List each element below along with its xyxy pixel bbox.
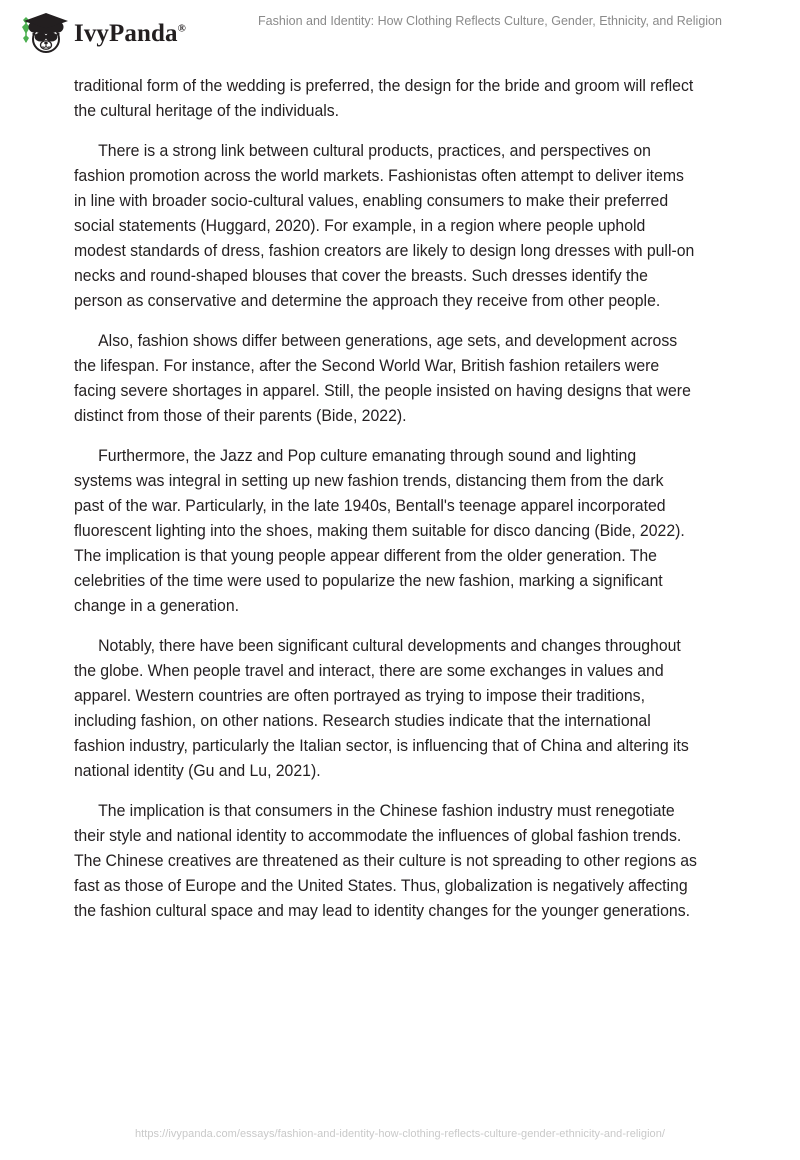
ivypanda-wordmark [74,21,186,46]
paragraph: The implication is that consumers in the Chinese fashion industry must renegotiate their style and national identity to accommodate the influences of global fashion trends. The Chinese creatives are threatened as their culture is not spreading to other regions as fast as those of Europe and the United States. Thus, globalization is negatively affecting the fashion cultural space and may lead to identity changes for the younger generations. [74,802,697,920]
page-header [0,0,800,62]
paragraph: traditional form of the wedding is preferred, the design for the bride and groom will reflect the cultural heritage of the individuals. [74,77,694,120]
panda-graduate-icon [16,10,68,56]
page-footer [0,1124,800,1142]
document-title: Fashion and Identity: How Clothing Reflects Culture, Gender, Ethnicity, and Religion [258,14,722,28]
paragraph: Also, fashion shows differ between generations, age sets, and development across the lifespan. For instance, after the Second World War, British fashion retailers were facing severe shortages in apparel. Still, the people insisted on having designs that were distinct from those of their parents (Bide, 2022). [74,332,691,425]
paragraph: There is a strong link between cultural products, practices, and perspectives on fashion promotion across the world markets. Fashionistas often attempt to deliver items in line with broader socio-cultural values, enabling consumers to make their preferred social statements (Huggard, 2020). For example, in a region where people uphold modest standards of dress, fashion creators are likely to design long dresses with pull-on necks and round-shaped blouses that cover the breasts. Such dresses identify the person as conservative and determine the approach they receive from other people. [74,142,695,310]
source-url-link[interactable]: https://ivypanda.com/essays/fashion-and-identity-how-clothing-reflects-culture-gender-ethnicity-and-religion/ [134,1128,666,1140]
ivypanda-logo-link[interactable] [16,10,186,56]
paragraph: Furthermore, the Jazz and Pop culture emanating through sound and lighting systems was integral in setting up new fashion trends, distancing them from the dark past of the war. Particularly, in the late 1940s, Bentall's teenage apparel incorporated fluorescent lighting into the shoes, making them suitable for disco dancing (Bide, 2022). The implication is that young people appear different from the older generation. The celebrities of the time were used to popularize the new fashion, marking a significant change in a generation. [74,447,685,615]
registered-trademark-symbol: ® [177,22,186,35]
document-body [74,74,720,939]
ivypanda-wordmark-text: IvyPanda [74,19,178,47]
paragraph: Notably, there have been significant cultural developments and changes throughout the globe. When people travel and interact, there are some exchanges in values and apparel. Western countries are often portrayed as trying to impose their traditions, including fashion, on other nations. Research studies indicate that the international fashion industry, particularly the Italian sector, is influencing that of China and altering its national identity (Gu and Lu, 2021). [74,637,689,780]
